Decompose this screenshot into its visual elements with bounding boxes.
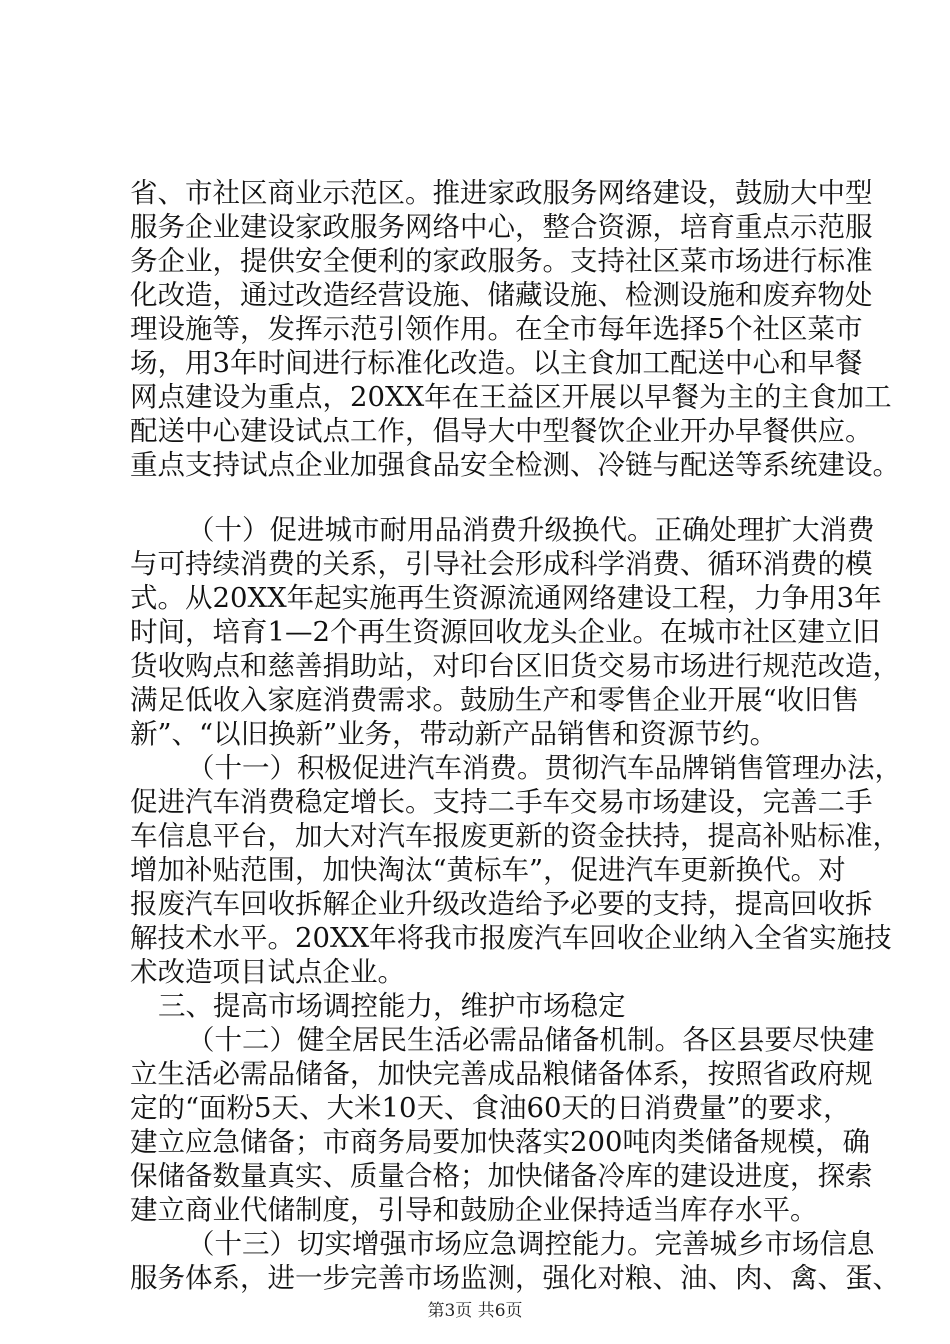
text-line: （十）促进城市耐用品消费升级换代。正确处理扩大消费 <box>187 514 875 546</box>
text-line: 建立商业代储制度，引导和鼓励企业保持适当库存水平。 <box>130 1194 818 1226</box>
text-line: 新”、“以旧换新”业务，带动新产品销售和资源节约。 <box>130 718 778 750</box>
text-line: 化改造，通过改造经营设施、储藏设施、检测设施和废弃物处 <box>130 279 873 311</box>
text-line: 立生活必需品储备，加快完善成品粮储备体系，按照省政府规 <box>130 1058 873 1090</box>
text-line: 报废汽车回收拆解企业升级改造给予必要的支持，提高回收拆 <box>130 888 873 920</box>
text-line: 网点建设为重点，20XX年在王益区开展以早餐为主的主食加工 <box>130 381 892 413</box>
text-line: 满足低收入家庭消费需求。鼓励生产和零售企业开展“收旧售 <box>130 684 860 716</box>
page-number-footer: 第3页 共6页 <box>427 1301 523 1321</box>
text-line: 促进汽车消费稳定增长。支持二手车交易市场建设，完善二手 <box>130 786 873 818</box>
text-line: 省、市社区商业示范区。推进家政服务网络建设，鼓励大中型 <box>130 177 873 209</box>
text-line: 重点支持试点企业加强食品安全检测、冷链与配送等系统建设。 <box>130 449 900 481</box>
text-line: （十二）健全居民生活必需品储备机制。各区县要尽快建 <box>187 1024 875 1056</box>
text-line: 建立应急储备；市商务局要加快落实200吨肉类储备规模，确 <box>130 1126 870 1158</box>
text-line: 理设施等，发挥示范引领作用。在全市每年选择5个社区菜市 <box>130 313 863 345</box>
text-line: 场，用3年时间进行标准化改造。以主食加工配送中心和早餐 <box>130 347 863 379</box>
text-line: 与可持续消费的关系，引导社会形成科学消费、循环消费的模 <box>130 548 873 580</box>
text-line: （十三）切实增强市场应急调控能力。完善城乡市场信息 <box>187 1228 875 1260</box>
text-line: 服务体系，进一步完善市场监测，强化对粮、油、肉、禽、蛋、 <box>130 1262 900 1294</box>
text-line: 增加补贴范围，加快淘汰“黄标车”，促进汽车更新换代。对 <box>130 854 846 886</box>
text-line: 务企业，提供安全便利的家政服务。支持社区菜市场进行标准 <box>130 245 873 277</box>
text-line: 保储备数量真实、质量合格；加快储备冷库的建设进度，探索 <box>130 1160 873 1192</box>
text-line: 服务企业建设家政服务网络中心，整合资源，培育重点示范服 <box>130 211 873 243</box>
text-line: 时间，培育1—2个再生资源回收龙头企业。在城市社区建立旧 <box>130 616 880 648</box>
text-line: 式。从20XX年起实施再生资源流通网络建设工程，力争用3年 <box>130 582 882 614</box>
text-line: 配送中心建设试点工作，倡导大中型餐饮企业开办早餐供应。 <box>130 415 873 447</box>
text-line: 车信息平台，加大对汽车报废更新的资金扶持，提高补贴标准， <box>130 820 900 852</box>
text-line: 解技术水平。20XX年将我市报废汽车回收企业纳入全省实施技 <box>130 922 892 954</box>
text-line: 定的“面粉5天、大米10天、食油60天的日消费量”的要求， <box>130 1092 851 1124</box>
text-line: 货收购点和慈善捐助站，对印台区旧货交易市场进行规范改造， <box>130 650 900 682</box>
text-line: （十一）积极促进汽车消费。贯彻汽车品牌销售管理办法， <box>187 752 902 784</box>
text-line: 术改造项目试点企业。 <box>130 956 405 988</box>
section-heading: 三、提高市场调控能力，维护市场稳定 <box>158 990 626 1022</box>
